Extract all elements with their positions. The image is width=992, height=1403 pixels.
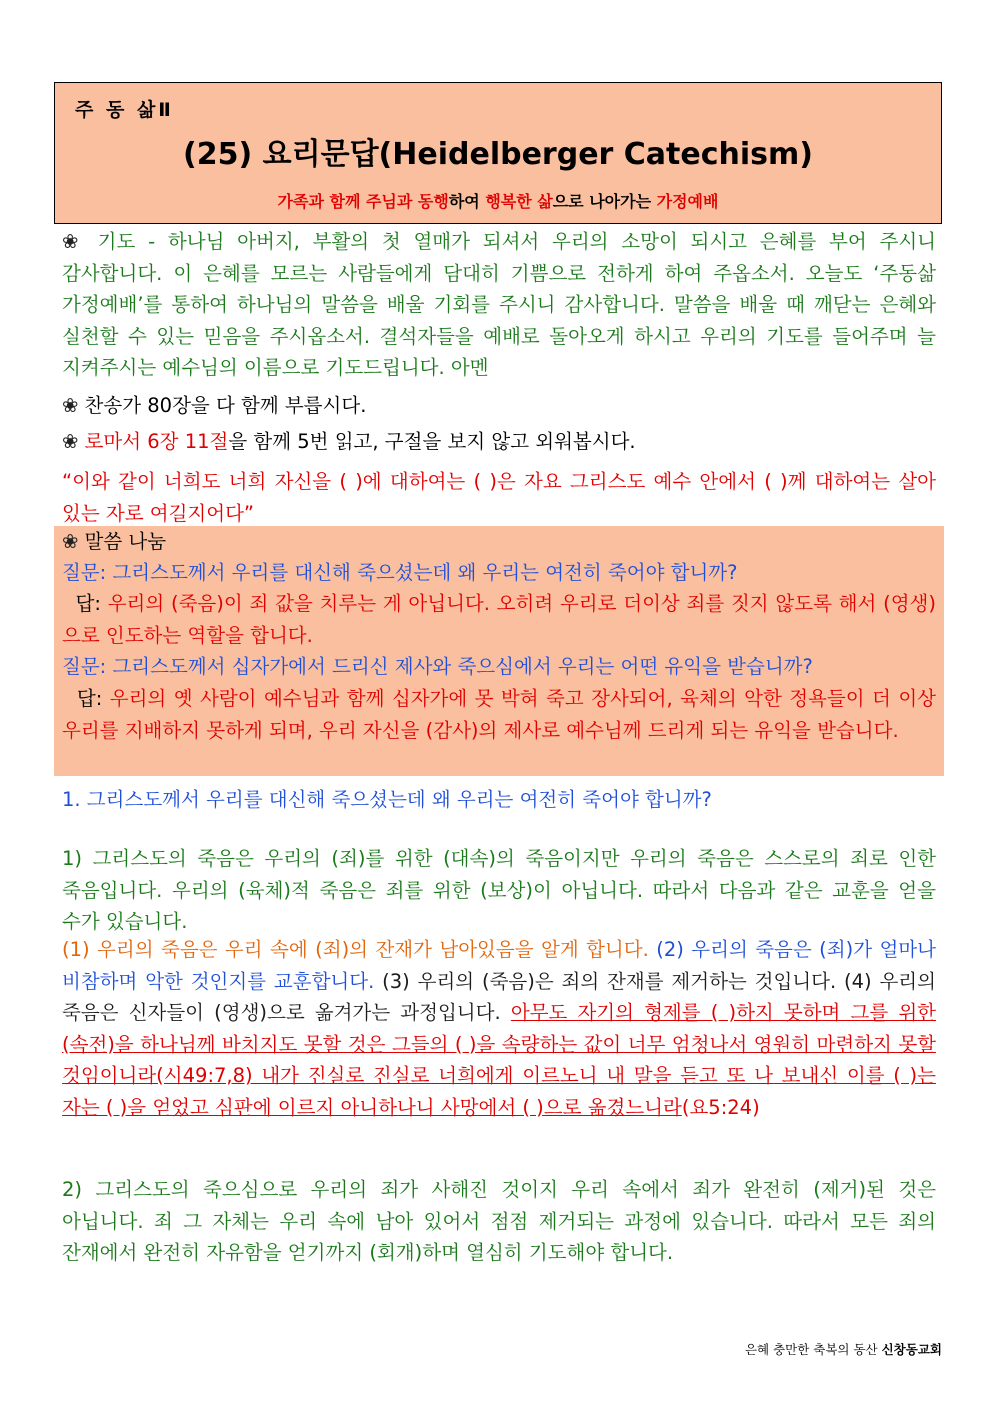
- memory-verse: “이와 같이 너희도 너희 자신을 ( )에 대하여는 ( )은 자요 그리스도 예수 안에서 ( )께 대하여는 살아 있는 자로 여길지어다”: [62, 470, 936, 525]
- subtitle: [55, 189, 941, 212]
- footer-text: 은혜 충만한 축복의 동산: [744, 1342, 882, 1357]
- answer-label: 답:: [75, 592, 101, 615]
- question-1: 질문: 그리스도께서 우리를 대신해 죽으셨는데 왜 우리는 여전히 죽어야 합니까?: [62, 561, 738, 584]
- answer-label: 답:: [76, 687, 103, 710]
- page-title: (25) 요리문답(Heidelberger Catechism): [183, 137, 813, 172]
- flower-icon: ❀: [62, 394, 79, 417]
- subtitle-part: 하여: [448, 192, 486, 211]
- section-paragraph-3: 2) 그리스도의 죽으심으로 우리의 죄가 사해진 것이지 우리 속에서 죄가 완전히 (제거)된 것은 아닙니다. 죄 그 자체는 우리 속에 남아 있어서 점점 제거되는 과정에 있습니다. 따라서 모든 죄의 잔재에서 완전히 자유함을 얻기까지 (회개)하며 열심히 기도해야 합니다.: [62, 1178, 936, 1264]
- footer: [745, 1340, 942, 1358]
- question-2: 질문: 그리스도께서 십자가에서 드리신 제사와 죽으심에서 우리는 어떤 유익을 받습니까?: [62, 655, 813, 678]
- scripture-quote: 아무도 자기의 형제를 ( )하지 못하며 그를 위한 (속전)을 하나님께 바치지도 못할 것은 그들의 ( )을 속량하는 값이 너무 엄청나서 영원히 마련하지 못할 것임이니라(시49:7,8) 내가 진실로 진실로 너희에게 이르노니 내 말을 듣고 또 나 보내신 이를 ( )는 자는 ( )을 얻었고 심판에 이르지 아니하나니 사망에서 ( )으로 옮겼느니라: [62, 1001, 937, 1119]
- points-3-4: (3) 우리의 (죽음)은 죄의 잔재를 제거하는 것입니다. (4) 우리의 죽음은 신자들이 (영생)으로 옮겨가는 과정입니다.: [62, 969, 936, 1024]
- share-heading: [62, 526, 936, 558]
- answer-text: 우리의 옛 사람이 예수님과 함께 십자가에 못 박혀 죽고 장사되어, 육체의 악한 정욕들이 더 이상 우리를 지배하지 못하게 되며, 우리 자신을 (감사)의 제사로 예수님께 드리게 되는 유익을 받습니다.: [62, 687, 936, 742]
- section-heading: 1. 그리스도께서 우리를 대신해 죽으셨는데 왜 우리는 여전히 죽어야 합니까?: [62, 788, 712, 811]
- flower-icon: ❀: [62, 430, 79, 453]
- section-paragraph-2: [62, 934, 936, 1123]
- section-paragraph-1: 1) 그리스도의 죽음은 우리의 (죄)를 위한 (대속)의 죽음이지만 우리의 죽음은 스스로의 죄로 인한 죽음입니다. 우리의 (육체)적 죽음은 죄를 위한 (보상)이 아닙니다. 따라서 다음과 같은 교훈을 얻을 수가 있습니다.: [62, 847, 936, 933]
- flower-icon: ❀: [62, 530, 79, 553]
- church-name: 신창동교회: [881, 1342, 942, 1357]
- subtitle-part: 주님과 동행: [365, 192, 449, 211]
- subtitle-part: 가족과 함께: [277, 192, 366, 211]
- share-heading-text: 말씀 나눔: [84, 530, 167, 553]
- subtitle-part: 가정예배: [656, 192, 719, 211]
- subtitle-part: 행복한 삶: [485, 192, 553, 211]
- hymn-text: 찬송가 80장을 다 함께 부릅시다.: [84, 394, 367, 417]
- scripture-reference: (요5:24): [681, 1095, 760, 1119]
- point-1: (1) 우리의 죽음은 우리 속에 (죄)의 잔재가 남아있음을 알게 합니다.: [62, 938, 657, 961]
- series-label: 주 동 삶Ⅱ: [75, 99, 174, 121]
- subtitle-part: 으로 나아가는: [552, 192, 657, 211]
- prayer-paragraph: [62, 226, 936, 384]
- reading-text: 을 함께 5번 읽고, 구절을 보지 않고 외워봅시다.: [228, 430, 636, 453]
- answer-text: 우리의 (죽음)이 죄 값을 치루는 게 아닙니다. 오히려 우리로 더이상 죄를 짓지 않도록 해서 (영생)으로 인도하는 역할을 합니다.: [62, 592, 936, 647]
- prayer-text: 기도 - 하나님 아버지, 부활의 첫 열매가 되셔서 우리의 소망이 되시고 은혜를 부어 주시니 감사합니다. 이 은혜를 모르는 사람들에게 담대히 기쁨으로 전하게 하여 주옵소서. 오늘도 ‘주동삶 가정예배’를 통하여 하나님의 말씀을 배울 기회를 주시니 감사합니다. 말씀을 배울 때 깨닫는 은혜와 실천할 수 있는 믿음을 주시옵소서. 결석자들을 예배로 돌아오게 하시고 우리의 기도를 들어주며 늘 지켜주시는 예수님의 이름으로 기도드립니다. 아멘: [62, 230, 937, 379]
- answer-2: [62, 683, 936, 746]
- flower-icon: ❀: [62, 230, 85, 253]
- reading-reference: 로마서 6장 11절: [84, 430, 229, 453]
- answer-1: [62, 588, 936, 651]
- header-box: [54, 82, 942, 224]
- hymn-line: [62, 390, 936, 422]
- point-2: (2) 우리의 죽음은 (죄)가 얼마나 비참하며 악한 것인지를 교훈합니다.: [62, 938, 936, 993]
- reading-line: [62, 426, 936, 458]
